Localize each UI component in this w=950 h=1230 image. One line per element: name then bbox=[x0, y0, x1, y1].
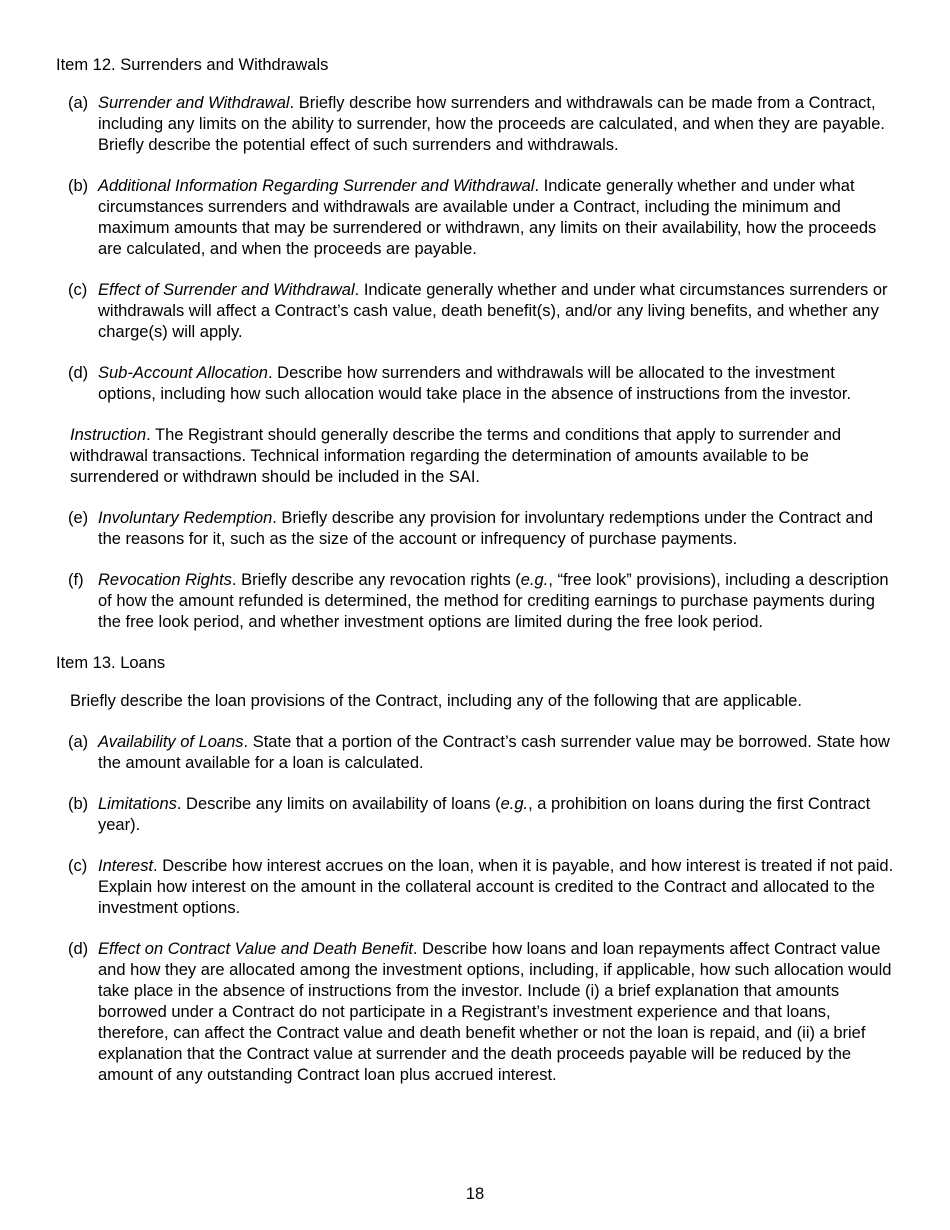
list-item-12b bbox=[68, 176, 895, 260]
list-item-12e bbox=[68, 508, 895, 550]
list-item-text: . Describe how interest accrues on the loan, when it is payable, and how interest is treated if not paid. Explain how interest on the amount in the collateral account is credited to the Contract and allocated to the investment options. bbox=[98, 857, 894, 917]
list-item-body bbox=[98, 939, 895, 1086]
list-item-title: Additional Information Regarding Surrender and Withdrawal bbox=[98, 177, 535, 195]
list-item-title: Interest bbox=[98, 857, 154, 875]
instruction-paragraph bbox=[70, 425, 895, 488]
list-item-text: . Indicate generally whether and under what circumstances surrenders or withdrawals will affect a Contract’s cash value, death benefit(s), and/or any living benefits, and whether any charge(s) will apply. bbox=[98, 281, 888, 341]
list-item-body bbox=[98, 280, 895, 343]
list-marker: (f) bbox=[68, 571, 84, 589]
list-item-body bbox=[98, 856, 895, 919]
page-number: 18 bbox=[465, 1185, 485, 1203]
list-item-body bbox=[98, 794, 895, 836]
instruction-title: Instruction bbox=[70, 426, 147, 444]
list-item-text: . Briefly describe any provision for involuntary redemptions under the Contract and the reasons for it, such as the size of the account or infrequency of purchase payments. bbox=[98, 509, 873, 548]
list-item-body bbox=[98, 176, 895, 260]
list-item-text: , a prohibition on loans during the first Contract year). bbox=[98, 795, 871, 834]
list-item-body bbox=[98, 508, 895, 550]
list-marker: (c) bbox=[68, 857, 88, 875]
list-item-body bbox=[98, 93, 895, 156]
list-item-text: . Describe how loans and loan repayments affect Contract value and how they are allocated among the investment options, including, if applicable, how such allocation would take place in the absence of instructions from the investor. Include (i) a brief explanation that amounts borrowed under a Contract do not participate in a Registrant’s investment experience and that loans, therefore, can affect the Contract value and death benefit whether or not the loan is repaid, and (ii) a brief explanation that the Contract value at surrender and the death proceeds payable will be reduced by the amount of any outstanding Contract loan plus accrued interest. bbox=[98, 940, 892, 1084]
list-item-text: . Describe how surrenders and withdrawals will be allocated to the investment options, including how such allocation would take place in the absence of instructions from the investor. bbox=[98, 364, 852, 403]
list-item-title: Effect of Surrender and Withdrawal bbox=[98, 281, 355, 299]
list-item-12a bbox=[68, 93, 895, 156]
list-marker: (c) bbox=[68, 281, 88, 299]
list-marker: (d) bbox=[68, 940, 89, 958]
section-intro: Briefly describe the loan provisions of the Contract, including any of the following that are applicable. bbox=[70, 692, 802, 710]
list-item-12c bbox=[68, 280, 895, 343]
list-item-text: . Briefly describe any revocation rights ( bbox=[231, 571, 521, 589]
instruction-text: . The Registrant should generally describe the terms and conditions that apply to surrender and withdrawal transactions. Technical information regarding the determination of amounts available to be surrendered or withdrawn should be included in the SAI. bbox=[70, 426, 842, 486]
eg-abbreviation: e.g. bbox=[520, 571, 549, 589]
list-item-title: Sub-Account Allocation bbox=[98, 364, 268, 382]
list-item-title: Effect on Contract Value and Death Benefit bbox=[98, 940, 413, 958]
list-item-13d bbox=[68, 939, 895, 1086]
list-item-text: . State that a portion of the Contract’s cash surrender value may be borrowed. State how the amount available for a loan is calculated. bbox=[98, 733, 890, 772]
list-item-title: Revocation Rights bbox=[98, 571, 232, 589]
list-marker: (a) bbox=[68, 733, 89, 751]
eg-abbreviation: e.g. bbox=[500, 795, 529, 813]
list-item-text: . Describe any limits on availability of loans ( bbox=[176, 795, 501, 813]
list-item-text: , “free look” provisions), including a description of how the amount refunded is determined, the method for crediting earnings to purchase payments during the free look period, and whether investment options are limited during the free look period. bbox=[98, 571, 889, 631]
list-item-text: . Indicate generally whether and under what circumstances surrenders and withdrawals are available under a Contract, including the minimum and maximum amounts that may be surrendered or withdrawn, any limits on their availability, how the proceeds are calculated, and when the proceeds are payable. bbox=[98, 177, 877, 258]
section-heading-item-12: Item 12. Surrenders and Withdrawals bbox=[56, 56, 329, 74]
list-item-body bbox=[98, 570, 895, 633]
list-item-text: . Briefly describe how surrenders and withdrawals can be made from a Contract, including any limits on the ability to surrender, how the proceeds are calculated, and when they are payable. Briefly describe the potential effect of such surrenders and withdrawals. bbox=[98, 94, 885, 154]
list-marker: (e) bbox=[68, 509, 89, 527]
section-heading-item-13: Item 13. Loans bbox=[56, 654, 166, 672]
list-item-13c bbox=[68, 856, 895, 919]
list-item-body bbox=[98, 363, 895, 405]
list-item-12f bbox=[68, 570, 895, 633]
list-item-title: Limitations bbox=[98, 795, 177, 813]
list-marker: (a) bbox=[68, 94, 89, 112]
list-item-title: Involuntary Redemption bbox=[98, 509, 273, 527]
list-item-title: Availability of Loans bbox=[98, 733, 244, 751]
list-item-13a bbox=[68, 732, 895, 774]
list-marker: (b) bbox=[68, 177, 89, 195]
list-item-12d bbox=[68, 363, 895, 405]
list-marker: (b) bbox=[68, 795, 89, 813]
list-marker: (d) bbox=[68, 364, 89, 382]
list-item-13b bbox=[68, 794, 895, 836]
list-item-body bbox=[98, 732, 895, 774]
list-item-title: Surrender and Withdrawal bbox=[98, 94, 290, 112]
